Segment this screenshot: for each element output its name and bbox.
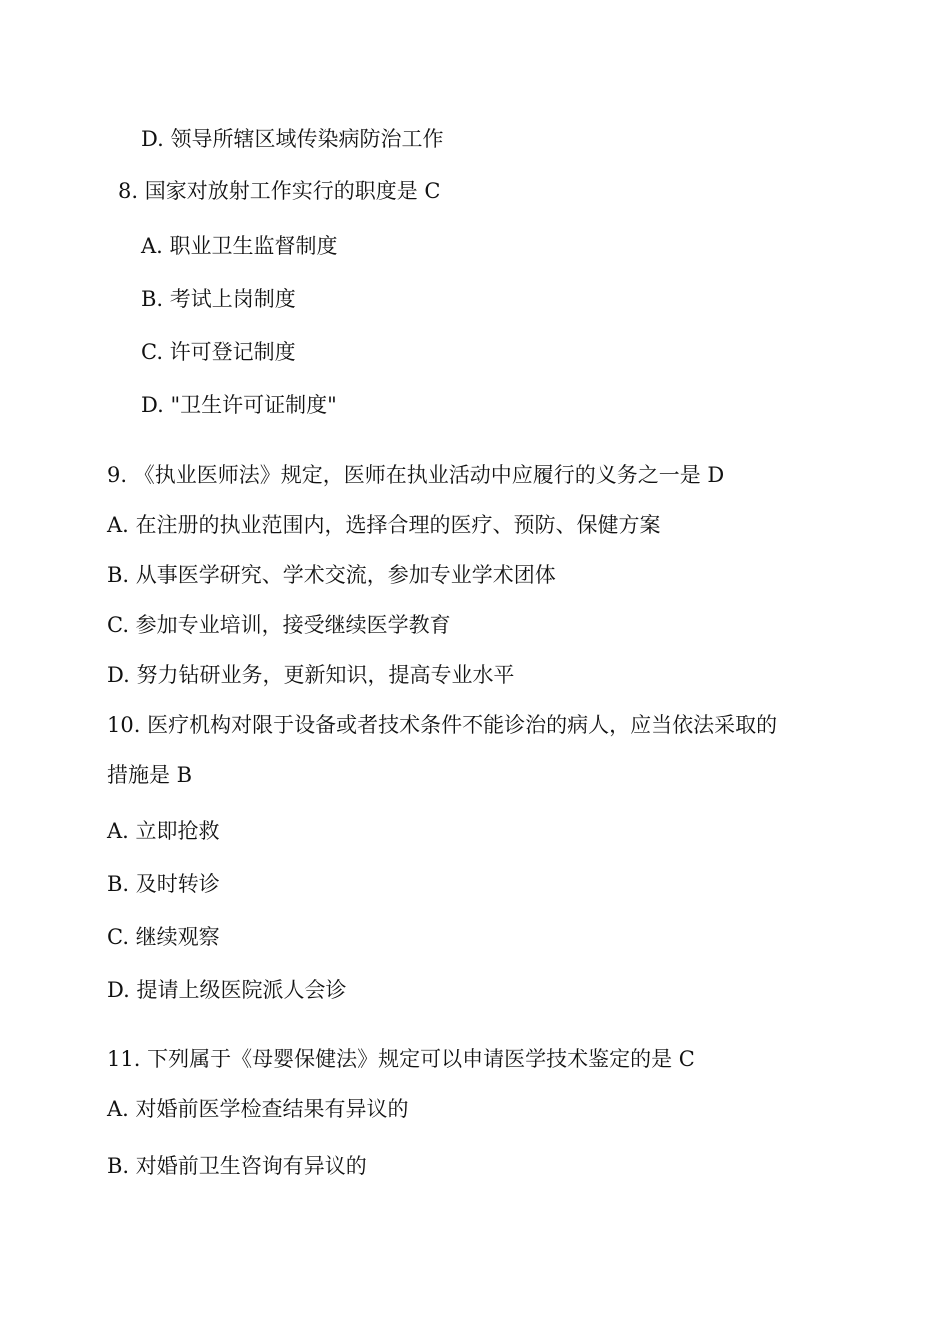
q9-option-d: D. 努力钻研业务，更新知识，提高专业水平 xyxy=(107,663,515,687)
q11-question: 11. 下列属于《母婴保健法》规定可以申请医学技术鉴定的是 C xyxy=(107,1047,695,1071)
q8-option-c: C. 许可登记制度 xyxy=(141,340,296,364)
q7-option-d: D. 领导所辖区域传染病防治工作 xyxy=(141,127,444,151)
q10-question-cont: 措施是 B xyxy=(107,763,193,787)
q11-option-b: B. 对婚前卫生咨询有异议的 xyxy=(107,1154,367,1178)
q10-option-b: B. 及时转诊 xyxy=(107,872,220,896)
q8-option-b: B. 考试上岗制度 xyxy=(141,287,296,311)
q10-option-d: D. 提请上级医院派人会诊 xyxy=(107,978,347,1002)
q10-option-c: C. 继续观察 xyxy=(107,925,220,949)
q11-option-a: A. 对婚前医学检查结果有异议的 xyxy=(107,1097,409,1121)
q9-option-c: C. 参加专业培训，接受继续医学教育 xyxy=(107,613,451,637)
q10-question: 10. 医疗机构对限于设备或者技术条件不能诊治的病人，应当依法采取的 xyxy=(107,713,778,737)
q10-option-a: A. 立即抢救 xyxy=(107,819,220,843)
q9-option-b: B. 从事医学研究、学术交流，参加专业学术团体 xyxy=(107,563,556,587)
q9-question: 9. 《执业医师法》规定，医师在执业活动中应履行的义务之一是 D xyxy=(107,463,725,487)
q8-option-d: D. "卫生许可证制度" xyxy=(141,393,337,417)
q8-option-a: A. 职业卫生监督制度 xyxy=(141,234,338,258)
q8-question: 8. 国家对放射工作实行的职度是 C xyxy=(118,179,441,203)
q9-option-a: A. 在注册的执业范围内，选择合理的医疗、预防、保健方案 xyxy=(107,513,661,537)
